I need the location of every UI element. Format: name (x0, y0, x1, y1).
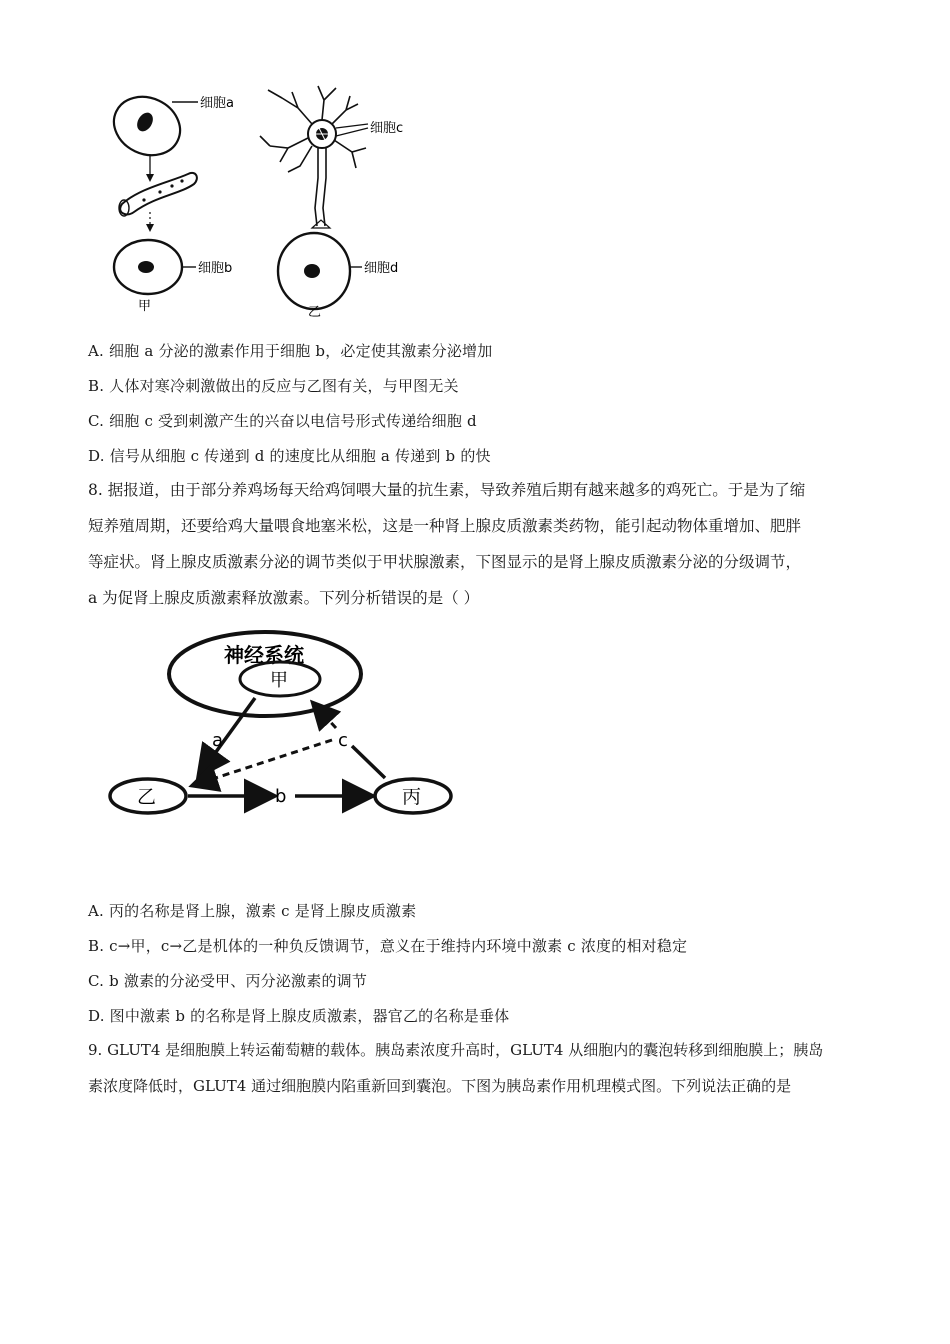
yi-label: 乙 (137, 786, 157, 808)
label-cell-b: 细胞b (198, 261, 233, 276)
label-b: b (275, 786, 287, 807)
cell-a (104, 86, 189, 165)
q8-option-b: B. c→甲，c→乙是机体的一种负反馈调节，意义在于维持内环境中激素 c 浓度的相对稳定 (88, 937, 688, 955)
label-c: c (338, 730, 348, 751)
q8-question-stem (88, 472, 868, 616)
q8-option-a: A. 丙的名称是肾上腺，激素 c 是肾上腺皮质激素 (88, 902, 417, 920)
q8-line-2: 短养殖周期，还要给鸡大量喂食地塞米松，这是一种肾上腺皮质激素类药物，能引起动物体重增加、肥胖 (88, 517, 802, 535)
q8-option-c: C. b 激素的分泌受甲、丙分泌激素的调节 (88, 972, 368, 990)
cell-b (114, 240, 182, 294)
q9-line-1: 9. GLUT4 是细胞膜上转运葡萄糖的载体。胰岛素浓度升高时，GLUT4 从细胞内的囊泡转移到细胞膜上；胰岛 (88, 1041, 824, 1059)
label-cell-c: 细胞c (370, 121, 404, 136)
q8-line-4: a 为促肾上腺皮质激素释放激素。下列分析错误的是（ ） (88, 589, 480, 607)
line-bing-c (352, 746, 385, 778)
q8-option-d: D. 图中激素 b 的名称是肾上腺皮质激素，器官乙的名称是垂体 (88, 1007, 510, 1025)
q7-option-c: C. 细胞 c 受到刺激产生的兴奋以电信号形式传递给细胞 d (88, 412, 477, 430)
q9-line-2: 素浓度降低时，GLUT4 通过细胞膜内陷重新回到囊泡。下图为胰岛素作用机理模式图。下列说法正确的是 (88, 1077, 792, 1095)
q9-question-stem (88, 1032, 868, 1104)
label-cell-d: 细胞d (364, 261, 399, 276)
neuron-cell-c (260, 86, 366, 228)
label-cell-a: 细胞a (200, 96, 234, 111)
q8-line-1: 8. 据报道，由于部分养鸡场每天给鸡饲喂大量的抗生素，导致养殖后期有越来越多的鸡死亡。于是为了缩 (88, 481, 806, 499)
q7-option-d: D. 信号从细胞 c 传递到 d 的速度比从细胞 a 传递到 b 的快 (88, 447, 491, 465)
jia-label: 甲 (270, 670, 288, 691)
caption-jia: 甲 (138, 299, 152, 314)
bing-label: 丙 (402, 786, 422, 808)
q8-line-3: 等症状。肾上腺皮质激素分泌的调节类似于甲状腺激素，下图显示的是肾上腺皮质激素分泌的分级调节， (88, 553, 802, 571)
q7-option-a: A. 细胞 a 分泌的激素作用于细胞 b，必定使其激素分泌增加 (88, 342, 493, 360)
cell-diagram-figure (100, 78, 430, 323)
nervous-system-label: 神经系统 (224, 643, 304, 667)
caption-yi: 乙 (308, 305, 322, 320)
label-a: a (212, 730, 224, 751)
q7-option-b: B. 人体对寒冷刺激做出的反应与乙图有关，与甲图无关 (88, 377, 459, 395)
cell-d (278, 233, 350, 309)
blood-vessel (119, 173, 197, 216)
hormone-regulation-diagram (100, 628, 460, 828)
